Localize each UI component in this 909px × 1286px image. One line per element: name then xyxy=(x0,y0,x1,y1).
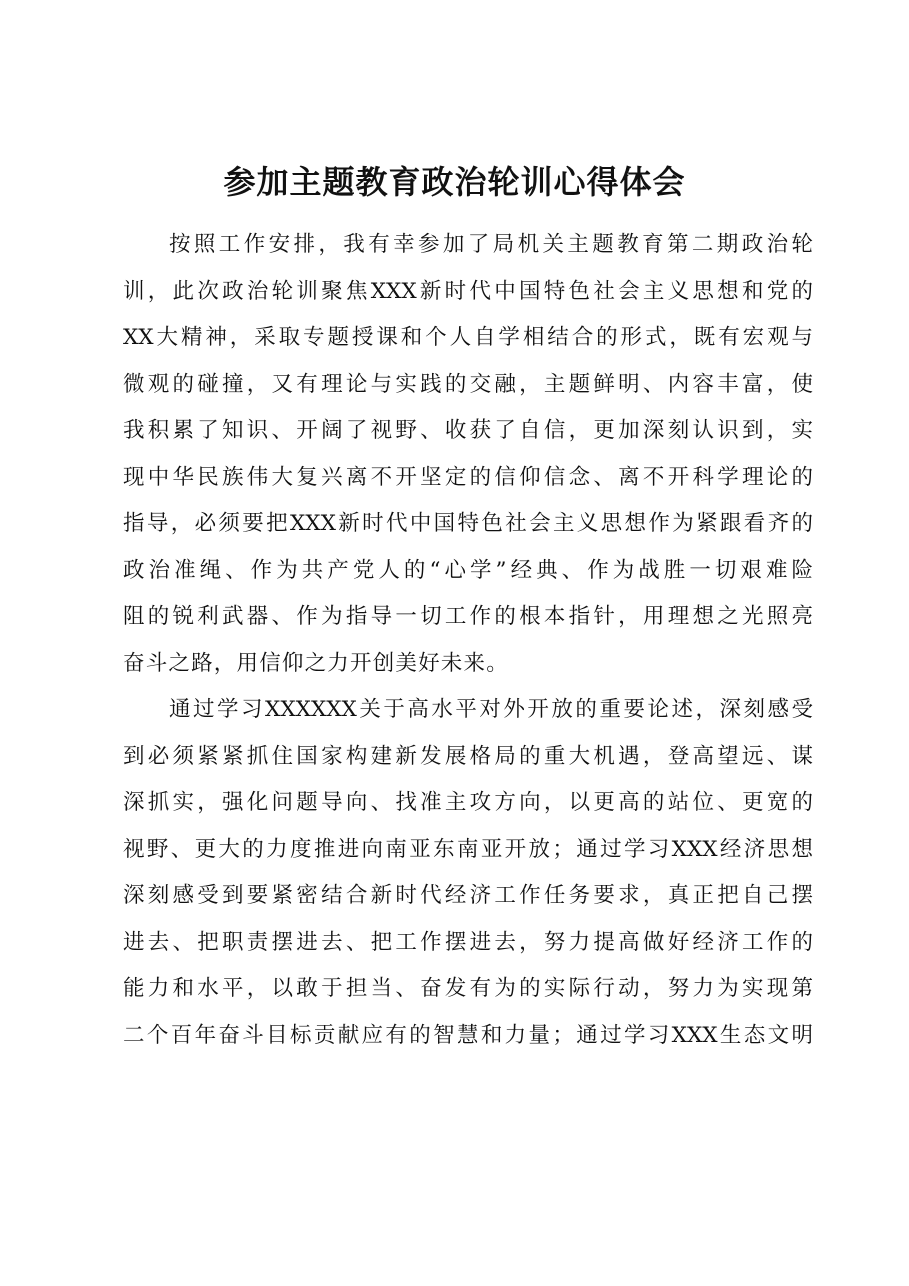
text-line: 政治准绳、作为共产党人的“心学”经典、作为战胜一切艰难险 xyxy=(123,557,813,583)
text-line: 按照工作安排，我有幸参加了局机关主题教育第二期政治轮 xyxy=(169,232,813,257)
text-line: 二个百年奋斗目标贡献应有的智慧和力量；通过学习XXX生态文明 xyxy=(123,1022,813,1048)
paragraph-1 xyxy=(123,222,813,687)
text-line: XX大精神，采取专题授课和个人自学相结合的形式，既有宏观与 xyxy=(123,325,813,350)
text-line: 微观的碰撞，又有理论与实践的交融，主题鲜明、内容丰富，使 xyxy=(123,371,813,397)
text-line: 能力和水平，以敢于担当、奋发有为的实际行动，努力为实现第 xyxy=(123,976,813,1001)
text-line: 阻的锐利武器、作为指导一切工作的根本指针，用理想之光照亮 xyxy=(123,604,813,629)
text-line: 指导，必须要把XXX新时代中国特色社会主义思想作为紧跟看齐的 xyxy=(123,511,813,536)
text-line: 深刻感受到要紧密结合新时代经济工作任务要求，真正把自己摆 xyxy=(123,883,813,908)
text-line: 到必须紧紧抓住国家构建新发展格局的重大机遇，登高望远、谋 xyxy=(123,743,813,769)
paragraph-2 xyxy=(123,687,813,1059)
text-line: 训，此次政治轮训聚焦XXX新时代中国特色社会主义思想和党的 xyxy=(123,278,813,304)
document-body xyxy=(123,222,813,1059)
text-line: 进去、把职责摆进去、把工作摆进去，努力提高做好经济工作的 xyxy=(123,929,813,955)
text-line: 我积累了知识、开阔了视野、收获了自信，更加深刻认识到，实 xyxy=(123,418,813,443)
text-line: 现中华民族伟大复兴离不开坚定的信仰信念、离不开科学理论的 xyxy=(123,464,813,490)
text-line: 视野、更大的力度推进向南亚东南亚开放；通过学习XXX经济思想 xyxy=(123,836,813,862)
text-line: 通过学习XXXXXX关于高水平对外开放的重要论述，深刻感受 xyxy=(169,697,813,722)
text-line: 深抓实，强化问题导向、找准主攻方向，以更高的站位、更宽的 xyxy=(123,790,813,815)
document-title: 参加主题教育政治轮训心得体会 xyxy=(223,163,686,201)
text-line: 奋斗之路，用信仰之力开创美好未来。 xyxy=(123,650,509,676)
